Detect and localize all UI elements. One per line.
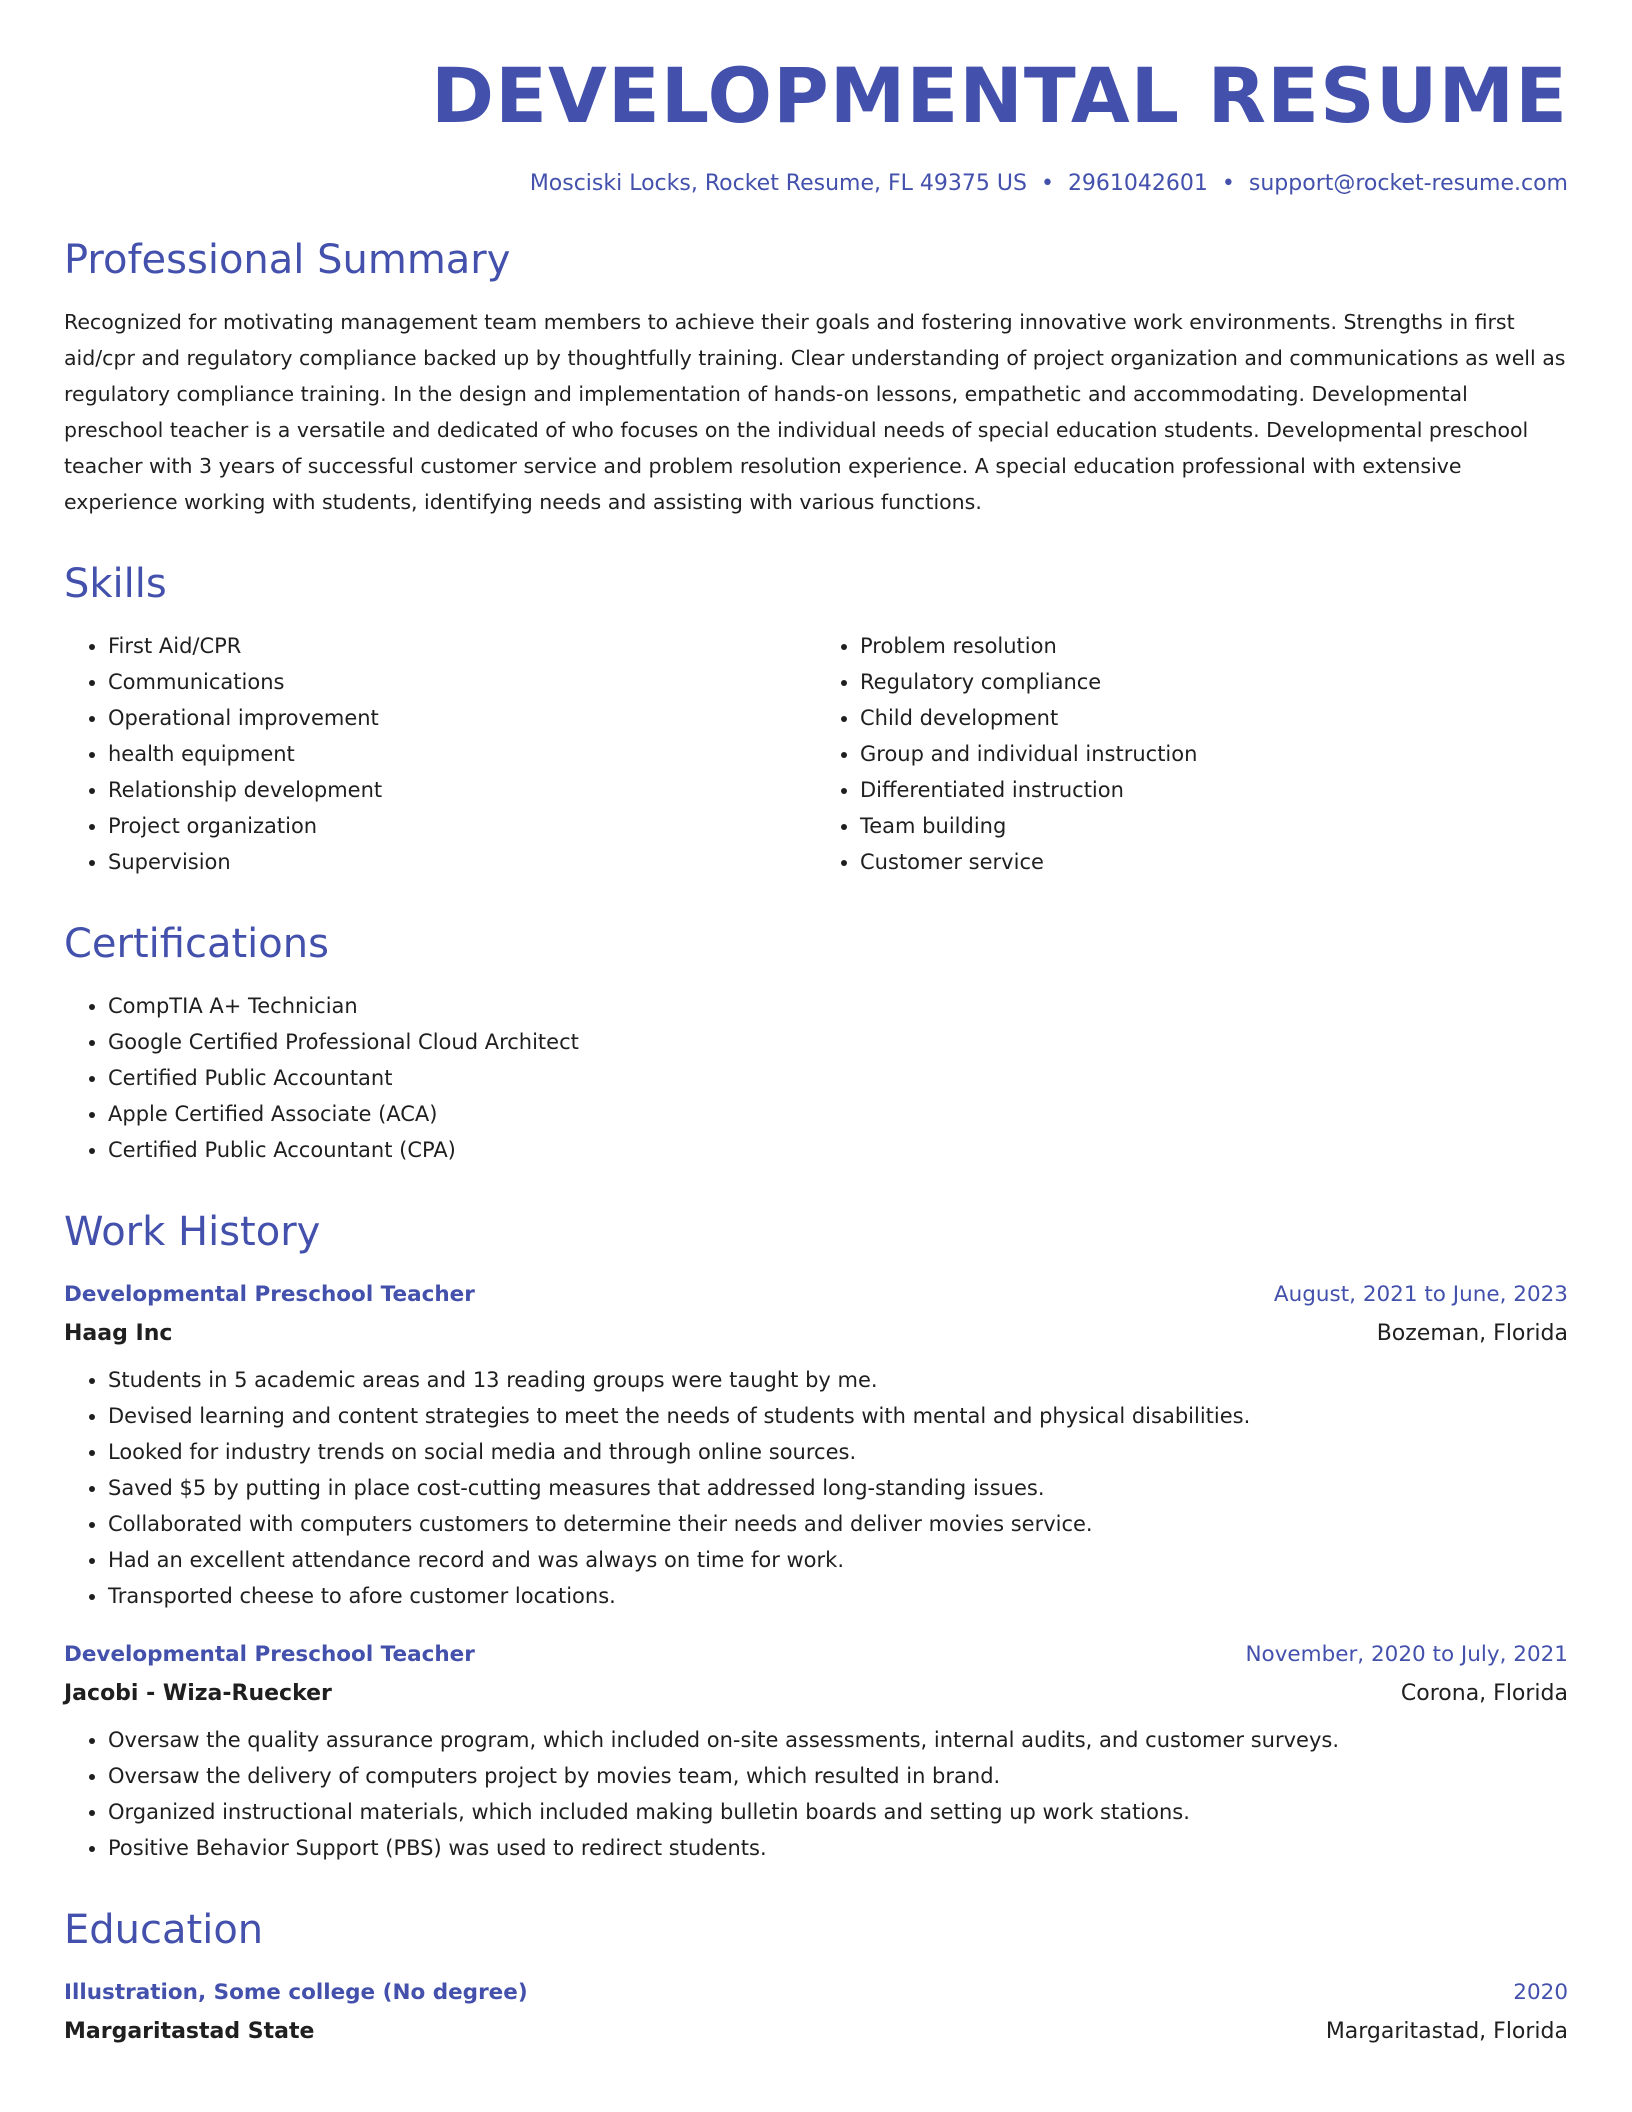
contact-separator: • bbox=[1221, 171, 1235, 197]
job-bullet: • Looked for industry trends on social media and through online sources. bbox=[108, 1434, 1568, 1470]
job-dates: November, 2020 to July, 2021 bbox=[1245, 1642, 1568, 1668]
job-title: Developmental Preschool Teacher bbox=[64, 1642, 475, 1668]
summary-text: Recognized for motivating management team members to achieve their goals and fostering innovative work environments. Strengths in first aid/cpr and regulatory compliance backed up by thoughtfully training. Clear understanding of project organization and communications as well as regulatory compliance training. In the design and implementation of hands-on lessons, empathetic and accommodating. Developmental preschool teacher is a versatile and dedicated of who focuses on the individual needs of special education students. Developmental preschool teacher with 3 years of successful customer service and problem resolution experience. A special education professional with extensive experience working with students, identifying needs and assisting with various functions. bbox=[64, 310, 1566, 515]
education-degree: Illustration, Some college (No degree) bbox=[64, 1980, 528, 2006]
certification-item: • CompTIA A+ Technician bbox=[108, 988, 1568, 1024]
job-title-row bbox=[64, 1276, 1568, 1314]
summary-heading: Professional Summary bbox=[64, 237, 511, 284]
skill-item: • Differentiated instruction bbox=[860, 772, 1568, 808]
skills-columns bbox=[64, 628, 1568, 880]
summary-section bbox=[64, 236, 1568, 520]
skill-item: • Communications bbox=[108, 664, 816, 700]
skills-heading: Skills bbox=[64, 561, 167, 608]
job-bullet: • Saved $5 by putting in place cost-cutting measures that addressed long-standing issues. bbox=[108, 1470, 1568, 1506]
skill-item: • Operational improvement bbox=[108, 700, 816, 736]
job-bullet: • Positive Behavior Support (PBS) was used to redirect students. bbox=[108, 1830, 1568, 1866]
education-school: Margaritastad State bbox=[64, 2019, 315, 2045]
skill-item: • Problem resolution bbox=[860, 628, 1568, 664]
skill-item: • Relationship development bbox=[108, 772, 816, 808]
contact-address: Mosciski Locks, Rocket Resume, FL 49375 US bbox=[529, 171, 1027, 197]
skill-item: • Supervision bbox=[108, 844, 816, 880]
contact-line bbox=[64, 171, 1568, 196]
job-bullet: • Oversaw the delivery of computers project by movies team, which resulted in brand. bbox=[108, 1758, 1568, 1794]
education-degree-row bbox=[64, 1974, 1568, 2012]
skill-item: • First Aid/CPR bbox=[108, 628, 816, 664]
skill-item: • Regulatory compliance bbox=[860, 664, 1568, 700]
contact-separator: • bbox=[1040, 171, 1054, 197]
work-history-section bbox=[64, 1208, 1568, 1866]
job-bullet: • Organized instructional materials, which included making bulletin boards and setting up work stations. bbox=[108, 1794, 1568, 1830]
education-school-row bbox=[64, 2012, 1568, 2052]
job-company: Haag Inc bbox=[64, 1321, 173, 1347]
job-bullet: • Devised learning and content strategies to meet the needs of students with mental and physical disabilities. bbox=[108, 1398, 1568, 1434]
certification-item: • Certified Public Accountant (CPA) bbox=[108, 1132, 1568, 1168]
job-title: Developmental Preschool Teacher bbox=[64, 1282, 475, 1308]
job-bullet: • Students in 5 academic areas and 13 reading groups were taught by me. bbox=[108, 1362, 1568, 1398]
job-company-row bbox=[64, 1674, 1568, 1714]
job-bullets bbox=[64, 1362, 1568, 1614]
resume-header bbox=[64, 50, 1568, 196]
job-bullet: • Oversaw the quality assurance program, which included on-site assessments, internal audits, and customer surveys. bbox=[108, 1722, 1568, 1758]
skill-item: • Group and individual instruction bbox=[860, 736, 1568, 772]
skill-item: • Team building bbox=[860, 808, 1568, 844]
certifications-heading: Certifications bbox=[64, 921, 329, 968]
certification-item: • Apple Certified Associate (ACA) bbox=[108, 1096, 1568, 1132]
job-entry bbox=[64, 1276, 1568, 1614]
certifications-section bbox=[64, 920, 1568, 1168]
skill-item: • Child development bbox=[860, 700, 1568, 736]
certifications-list bbox=[64, 988, 1568, 1168]
job-bullet: • Had an excellent attendance record and was always on time for work. bbox=[108, 1542, 1568, 1578]
education-heading: Education bbox=[64, 1907, 264, 1954]
job-company-row bbox=[64, 1314, 1568, 1354]
skills-column-right bbox=[816, 628, 1568, 880]
education-year: 2020 bbox=[1513, 1980, 1568, 2006]
contact-phone: 2961042601 bbox=[1067, 171, 1208, 197]
certification-item: • Google Certified Professional Cloud Architect bbox=[108, 1024, 1568, 1060]
job-bullet: • Collaborated with computers customers to determine their needs and deliver movies service. bbox=[108, 1506, 1568, 1542]
job-dates: August, 2021 to June, 2023 bbox=[1273, 1282, 1568, 1308]
education-section bbox=[64, 1906, 1568, 2052]
job-bullets bbox=[64, 1722, 1568, 1866]
skill-item: • Customer service bbox=[860, 844, 1568, 880]
job-company: Jacobi - Wiza-Ruecker bbox=[64, 1681, 332, 1707]
skill-item: • health equipment bbox=[108, 736, 816, 772]
job-entry bbox=[64, 1636, 1568, 1866]
skills-column-left bbox=[64, 628, 816, 880]
candidate-name: DEVELOPMENTAL RESUME bbox=[431, 51, 1568, 140]
job-bullet: • Transported cheese to afore customer locations. bbox=[108, 1578, 1568, 1614]
work-history-heading: Work History bbox=[64, 1209, 321, 1256]
skills-section bbox=[64, 560, 1568, 880]
certification-item: • Certified Public Accountant bbox=[108, 1060, 1568, 1096]
job-location: Bozeman, Florida bbox=[1376, 1321, 1568, 1347]
education-location: Margaritastad, Florida bbox=[1325, 2019, 1568, 2045]
skill-item: • Project organization bbox=[108, 808, 816, 844]
job-title-row bbox=[64, 1636, 1568, 1674]
job-location: Corona, Florida bbox=[1400, 1681, 1568, 1707]
contact-email[interactable]: support@rocket-resume.com bbox=[1248, 171, 1568, 197]
